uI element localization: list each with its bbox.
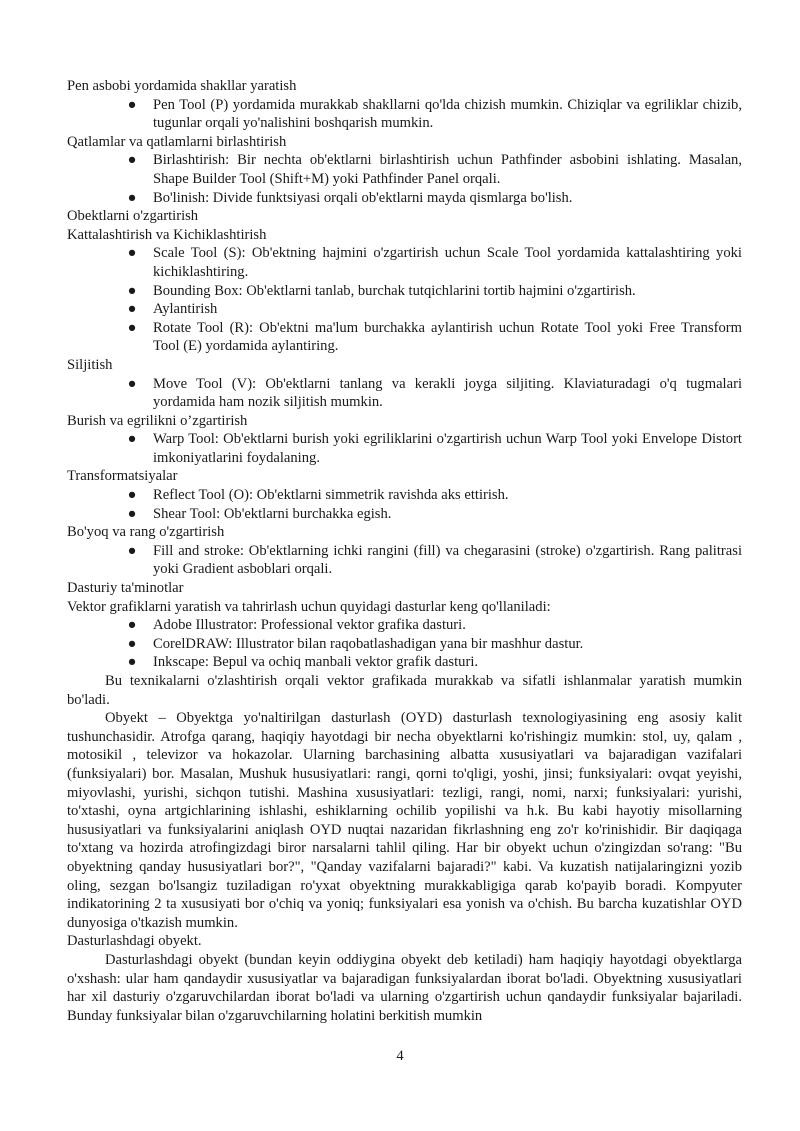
list-item: ● Adobe Illustrator: Professional vektor grafika dasturi. xyxy=(127,617,466,634)
section-heading: Obektlarni o'zgartirish xyxy=(67,208,199,225)
section-heading: Dasturlashdagi obyekt. xyxy=(67,933,202,950)
bullet-list xyxy=(67,244,742,356)
body-paragraph: Obyekt – Obyektga yo'naltirilgan dasturlash (OYD) dasturlash texnologiyasining eng asosiy kalit tushunchasidir. Atrofga qarang, haqiqiy hayotdagi bir necha obyektlarni ko'rishingiz mumkin: stol, uy, qalam , motosikil , televizor va hokazolar. Ularning barchasining albatta xususiyatlari va bajaradigan vazifalari (funksiyalari) bor. Masalan, Mushuk hususiyatlari: rangi, qorni to'qligi, yoshi, jinsi; funksiyalari: ovqat yeyishi, miyovlashi, yurishi, sichqon tutishi. Mashina xususiyatlari: tezligi, rangi, nomi, narxi; funksiyalari: yurishi, to'xtashi, oyna artgichlarining ishlashi, eshiklarning ochilib yopilishi va h.k. Bu kabi hayotiy misollarning hususiyatlari va funksiyalarini aniqlash OYD nuqtai nazaridan fikrlashning eng zo'r ko'rinishidir. Bir daqiqaga to'xtang va hozirda atrofingizdagi biror narsalarni tahlil qiling. Har bir obyekt uchun o'zingizdan so'rang: "Bu obyektning qanday hususiyatlari bor?", "Qanday vazifalarni bajaradi?" kabi. Va kuzatish natijalaringizni yozib oling, sezgan bo'lsangiz tuziladigan ro'yxat obyektning murakkabligiga qarab ko'payib boradi. Kompyuter indikatorining 2 ta xususiyati bor o'chiq va yoniq; funksiyalari esa yonish va o'chish. Bu barcha kuzatishlar OYD dunyosiga o'tkazish mumkin. xyxy=(67,710,742,931)
list-item: ● Move Tool (V): Ob'ektlarni tanlang va kerakli joyga siljiting. Klaviaturadagi o'q tugmalari yordamida ham nozik siljitish mumkin. xyxy=(127,375,742,411)
section-heading: Qatlamlar va qatlamlarni birlashtirish xyxy=(67,133,287,150)
bullet-icon: ● xyxy=(127,375,137,392)
section-heading: Pen asbobi yordamida shakllar yaratish xyxy=(67,78,297,94)
bullet-list xyxy=(67,486,742,523)
bullet-icon: ● xyxy=(127,431,137,448)
bullet-icon: ● xyxy=(127,654,137,671)
bullet-list xyxy=(67,542,742,579)
list-item: ● Rotate Tool (R): Ob'ektni ma'lum burchakka aylantirish uchun Rotate Tool yoki Free Transform Tool (E) yordamida aylantiring. xyxy=(127,319,742,355)
bullet-list xyxy=(67,375,742,412)
bullet-icon: ● xyxy=(127,245,137,262)
list-item: ● Inkscape: Bepul va ochiq manbali vektor grafik dasturi. xyxy=(127,654,479,671)
bullet-icon: ● xyxy=(127,96,137,113)
document-page xyxy=(67,77,742,1025)
section-heading: Siljitish xyxy=(67,356,113,373)
bullet-icon: ● xyxy=(127,189,137,206)
list-item: ● Aylantirish xyxy=(127,301,218,318)
page-number: 4 xyxy=(396,1048,404,1064)
bullet-icon: ● xyxy=(127,635,137,652)
bullet-icon: ● xyxy=(127,617,137,634)
list-item: ● Bounding Box: Ob'ektlarni tanlab, burchak tutqichlarini tortib hajmini o'zgartirish. xyxy=(127,282,636,299)
list-item: ● Reflect Tool (O): Ob'ektlarni simmetrik ravishda aks ettirish. xyxy=(127,487,509,504)
bullet-list xyxy=(67,96,742,133)
list-item: ● Shear Tool: Ob'ektlarni burchakka egish. xyxy=(127,505,392,522)
bullet-list xyxy=(67,430,742,467)
section-heading: Burish va egrilikni o’zgartirish xyxy=(67,412,248,429)
bullet-icon: ● xyxy=(127,487,137,504)
bullet-icon: ● xyxy=(127,301,137,318)
bullet-icon: ● xyxy=(127,542,137,559)
list-item: ● Scale Tool (S): Ob'ektning hajmini o'zgartirish uchun Scale Tool yordamida kattalashtiring yoki kichiklashtiring. xyxy=(127,245,742,280)
bullet-list xyxy=(67,616,742,672)
bullet-list xyxy=(67,151,742,207)
list-item: ● Fill and stroke: Ob'ektlarning ichki rangini (fill) va chegarasini (stroke) o'zgartirish. Rang palitrasi yoki Gradient asboblari orqali. xyxy=(127,542,742,578)
list-item: ● Bo'linish: Divide funktsiyasi orqali ob'ektlarni mayda qismlarga bo'lish. xyxy=(127,189,573,206)
section-heading: Bo'yoq va rang o'zgartirish xyxy=(67,524,225,541)
list-item: ● Warp Tool: Ob'ektlarni burish yoki egriliklarini o'zgartirish uchun Warp Tool yoki Envelope Distort imkoniyatlarini foydalaning. xyxy=(127,431,742,466)
bullet-icon: ● xyxy=(127,282,137,299)
section-heading: Transformatsiyalar xyxy=(67,468,178,485)
section-heading: Kattalashtirish va Kichiklashtirish xyxy=(67,226,267,243)
body-paragraph: Dasturlashdagi obyekt (bundan keyin oddiygina obyekt deb ketiladi) ham haqiqiy hayotdagi obyektlarga o'xshash: ular ham qandaydir xususiyatlar va bajaradigan funksiyalardan iborat bo'ladi. Obyektning xususiyatlari har xil dasturiy o'zgaruvchilardan iborat bo'ladi va ularning o'zgartirish uchun qandaydir funksiyalar bajariladi. Bunday funksiyalar bilan o'zgaruvchilarning holatini berkitish mumkin xyxy=(67,951,742,1024)
list-item: ● CorelDRAW: Illustrator bilan raqobatlashadigan yana bir mashhur dastur. xyxy=(127,635,584,652)
bullet-icon: ● xyxy=(127,319,137,336)
list-item: ● Pen Tool (P) yordamida murakkab shakllarni qo'lda chizish mumkin. Chiziqlar va egriliklar chizib, tugunlar orqali yo'nalishini boshqarish mumkin. xyxy=(127,96,742,132)
list-item: ● Birlashtirish: Bir nechta ob'ektlarni birlashtirish uchun Pathfinder asbobini ishlating. Masalan, Shape Builder Tool (Shift+M) yoki Pathfinder Panel orqali. xyxy=(127,152,742,187)
bullet-icon: ● xyxy=(127,152,137,169)
body-paragraph: Bu texnikalarni o'zlashtirish orqali vektor grafikada murakkab va sifatli ishlanmalar yaratish mumkin bo'ladi. xyxy=(67,673,742,708)
section-heading: Dasturiy ta'minotlar xyxy=(67,580,184,597)
intro-line: Vektor grafiklarni yaratish va tahrirlash uchun quyidagi dasturlar keng qo'llaniladi: xyxy=(67,598,551,615)
bullet-icon: ● xyxy=(127,505,137,522)
